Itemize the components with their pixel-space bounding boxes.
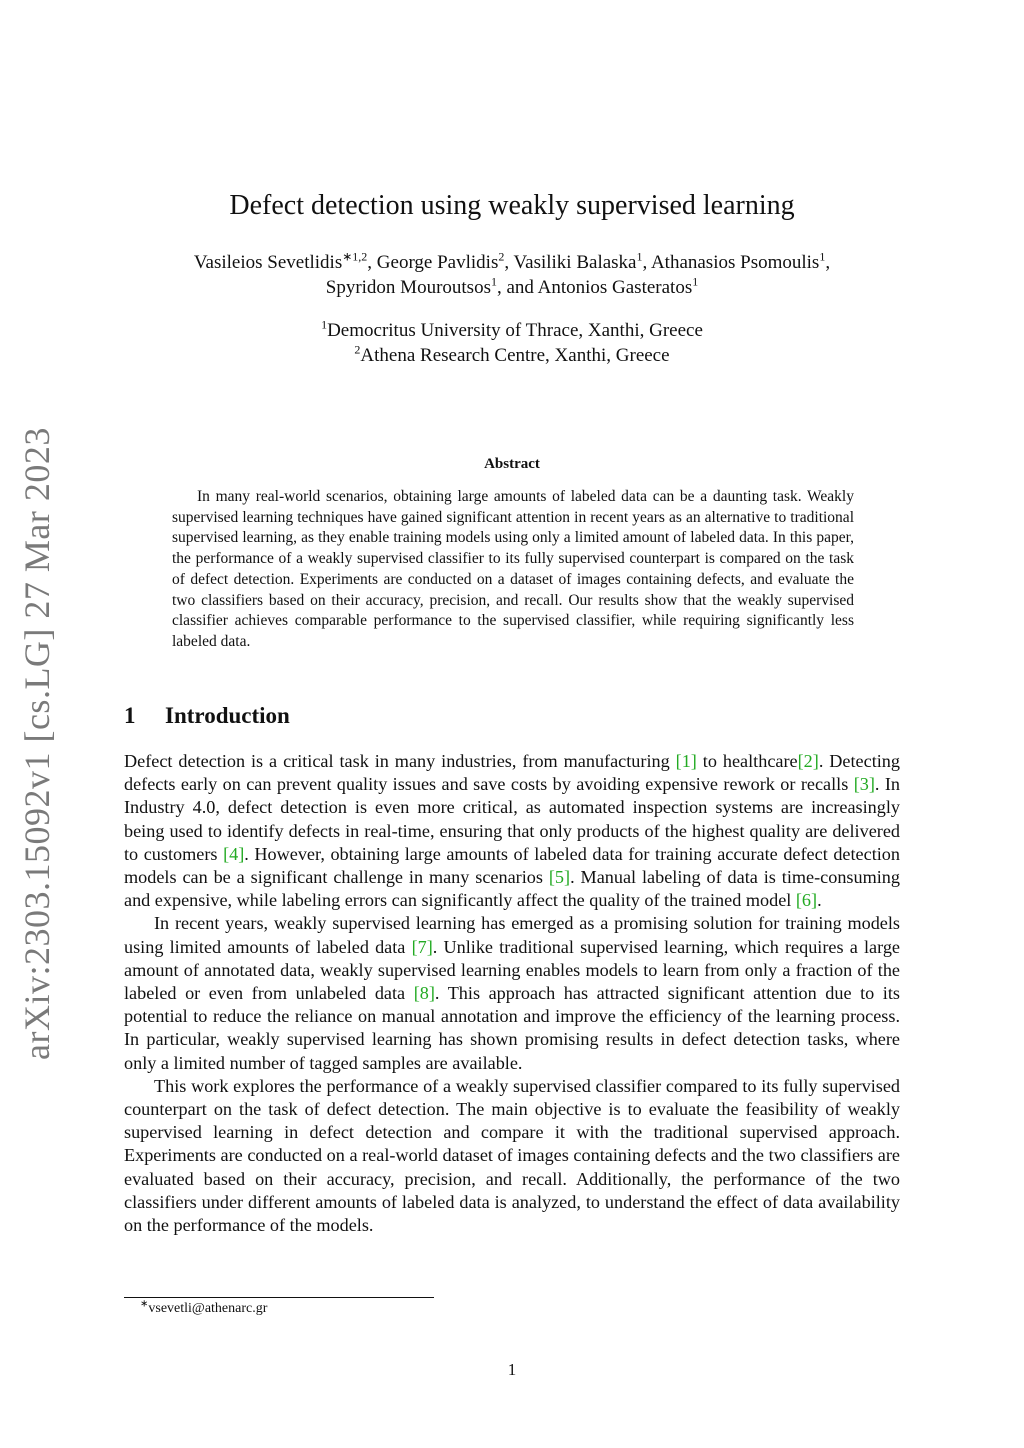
text-run: . This approach has attracted significant attention due to its potential to reduce the reliance on manual annotation and improve the efficiency of the learning process. In particular, weakly supervised learning has shown promising results in defect detection tasks, where only a limited number of tagged samples are available. xyxy=(124,983,900,1073)
affiliation-text: Democritus University of Thrace, Xanthi, Greece xyxy=(327,320,703,341)
citation-link[interactable]: [2] xyxy=(797,751,819,771)
author-line-1: Vasileios Sevetlidis$^{∗1,2}$, George Pavlidis$^2$, Vasiliki Balaska$^1$, Athanasios Psomoulis$^1$, xyxy=(193,249,831,273)
text-run: . Unlike traditional supervised learning, which requires a large amount of annotated data, weakly supervised learning enables models to learn from only a fraction of the labeled or even from unlabeled data xyxy=(124,936,900,1004)
paper-title: Defect detection using weakly supervised learning xyxy=(229,190,795,221)
author-name: Athanasios Psomoulis xyxy=(650,252,820,273)
affiliation-text: Athena Research Centre, Xanthi, Greece xyxy=(360,345,670,366)
author-affiliation-mark: 1 xyxy=(692,274,699,289)
section-title: Introduction xyxy=(165,703,290,728)
citation-link[interactable]: [8] xyxy=(413,983,435,1004)
citation-link[interactable]: [6] xyxy=(795,890,818,911)
page-number: 1 xyxy=(507,1360,517,1379)
author-name: Spyridon Mouroutsos xyxy=(325,277,491,298)
author-name: Antonios Gasteratos xyxy=(537,277,693,298)
abstract-heading: Abstract xyxy=(484,456,540,472)
paragraph xyxy=(124,1075,900,1237)
citation-link[interactable]: [7] xyxy=(411,936,433,957)
footnote-mark: ∗ xyxy=(140,1298,149,1310)
author-affiliation-mark: 1 xyxy=(819,249,826,264)
text-run: to healthcare xyxy=(696,751,798,771)
affiliation-mark: 1 xyxy=(321,317,328,332)
section-body xyxy=(124,750,900,1237)
paragraph xyxy=(124,912,900,1074)
arxiv-identifier: arXiv:2303.15092v1 [cs.LG] 27 Mar 2023 xyxy=(17,427,57,1060)
citation-link[interactable]: [4] xyxy=(223,843,245,864)
section-heading xyxy=(124,703,290,729)
text-run: . Detecting defects early on can prevent quality issues and save costs by avoiding expensive rework or recalls xyxy=(124,751,900,795)
author-name: Vasiliki Balaska xyxy=(513,252,637,273)
author-name: George Pavlidis xyxy=(376,252,499,273)
text-run: . However, obtaining large amounts of labeled data for training accurate defect detection models can be a significant challenge in many scenarios xyxy=(124,843,900,888)
affiliation xyxy=(120,318,904,343)
citation-link[interactable]: [1] xyxy=(675,751,697,771)
paragraph xyxy=(124,750,900,912)
footnote-divider xyxy=(124,1297,434,1298)
author-affiliation-mark: 2 xyxy=(498,249,505,264)
footnote xyxy=(140,1298,268,1317)
author-list xyxy=(120,250,904,300)
text-run: In recent years, weakly supervised learning has emerged as a promising solution for training models using limited amounts of labeled data xyxy=(124,913,900,957)
author-line-2: Spyridon Mouroutsos$^1$, and Antonios Gasteratos$^1$ xyxy=(325,274,699,298)
text-run: . Manual labeling of data is time-consuming and expensive, while labeling errors can significantly affect the quality of the trained model xyxy=(124,867,900,911)
author-affiliation-mark: 1 xyxy=(636,249,643,264)
affiliation xyxy=(120,343,904,368)
author-affiliation-mark: 1 xyxy=(490,274,497,289)
author-name: Vasileios Sevetlidis xyxy=(193,252,343,273)
author-affiliation-mark: ∗1,2 xyxy=(342,249,368,264)
author-conjunction: and xyxy=(506,277,534,298)
affiliation-mark: 2 xyxy=(354,342,361,357)
citation-link[interactable]: [3] xyxy=(853,774,875,795)
text-run: Defect detection is a critical task in many industries, from manufacturing xyxy=(124,751,676,771)
text-run: . In Industry 4.0, defect detection is even more critical, as automated inspection systems are increasingly being used to identify defects in real-time, ensuring that only products of the highest quality are delivered to customers xyxy=(124,774,900,864)
text-run: . xyxy=(817,890,822,911)
affiliation-list xyxy=(120,318,904,368)
text-run: This work explores the performance of a weakly supervised classifier compared to its fully supervised counterpart on the task of defect detection. The main objective is to evaluate the feasibility of weakly supervised learning in defect detection and compare it with the traditional supervised approach. Experiments are conducted on a real-world dataset of images containing defects and the two classifiers are evaluated based on their accuracy, precision, and recall. Additionally, the performance of the two classifiers under different amounts of labeled data is analyzed, to understand the effect of data availability on the performance of the models. xyxy=(124,1075,900,1236)
footnote-email: vsevetli@athenarc.gr xyxy=(148,1301,268,1316)
section-number: 1 xyxy=(124,703,136,728)
abstract-text: In many real-world scenarios, obtaining large amounts of labeled data can be a daunting task. Weakly supervised learning techniques have gained significant attention in recent years as an alternative to traditional supervised learning, as they enable training models using only a limited amount of labeled data. In this paper, the performance of a weakly supervised classifier to its fully supervised counterpart is compared on the task of defect detection. Experiments are conducted on a dataset of images containing defects, and evaluate the two classifiers based on their accuracy, precision, and recall. Our results show that the weakly supervised classifier achieves comparable performance to the supervised classifier, while requiring significantly less labeled data. xyxy=(172,488,854,650)
citation-link[interactable]: [5] xyxy=(548,867,571,888)
